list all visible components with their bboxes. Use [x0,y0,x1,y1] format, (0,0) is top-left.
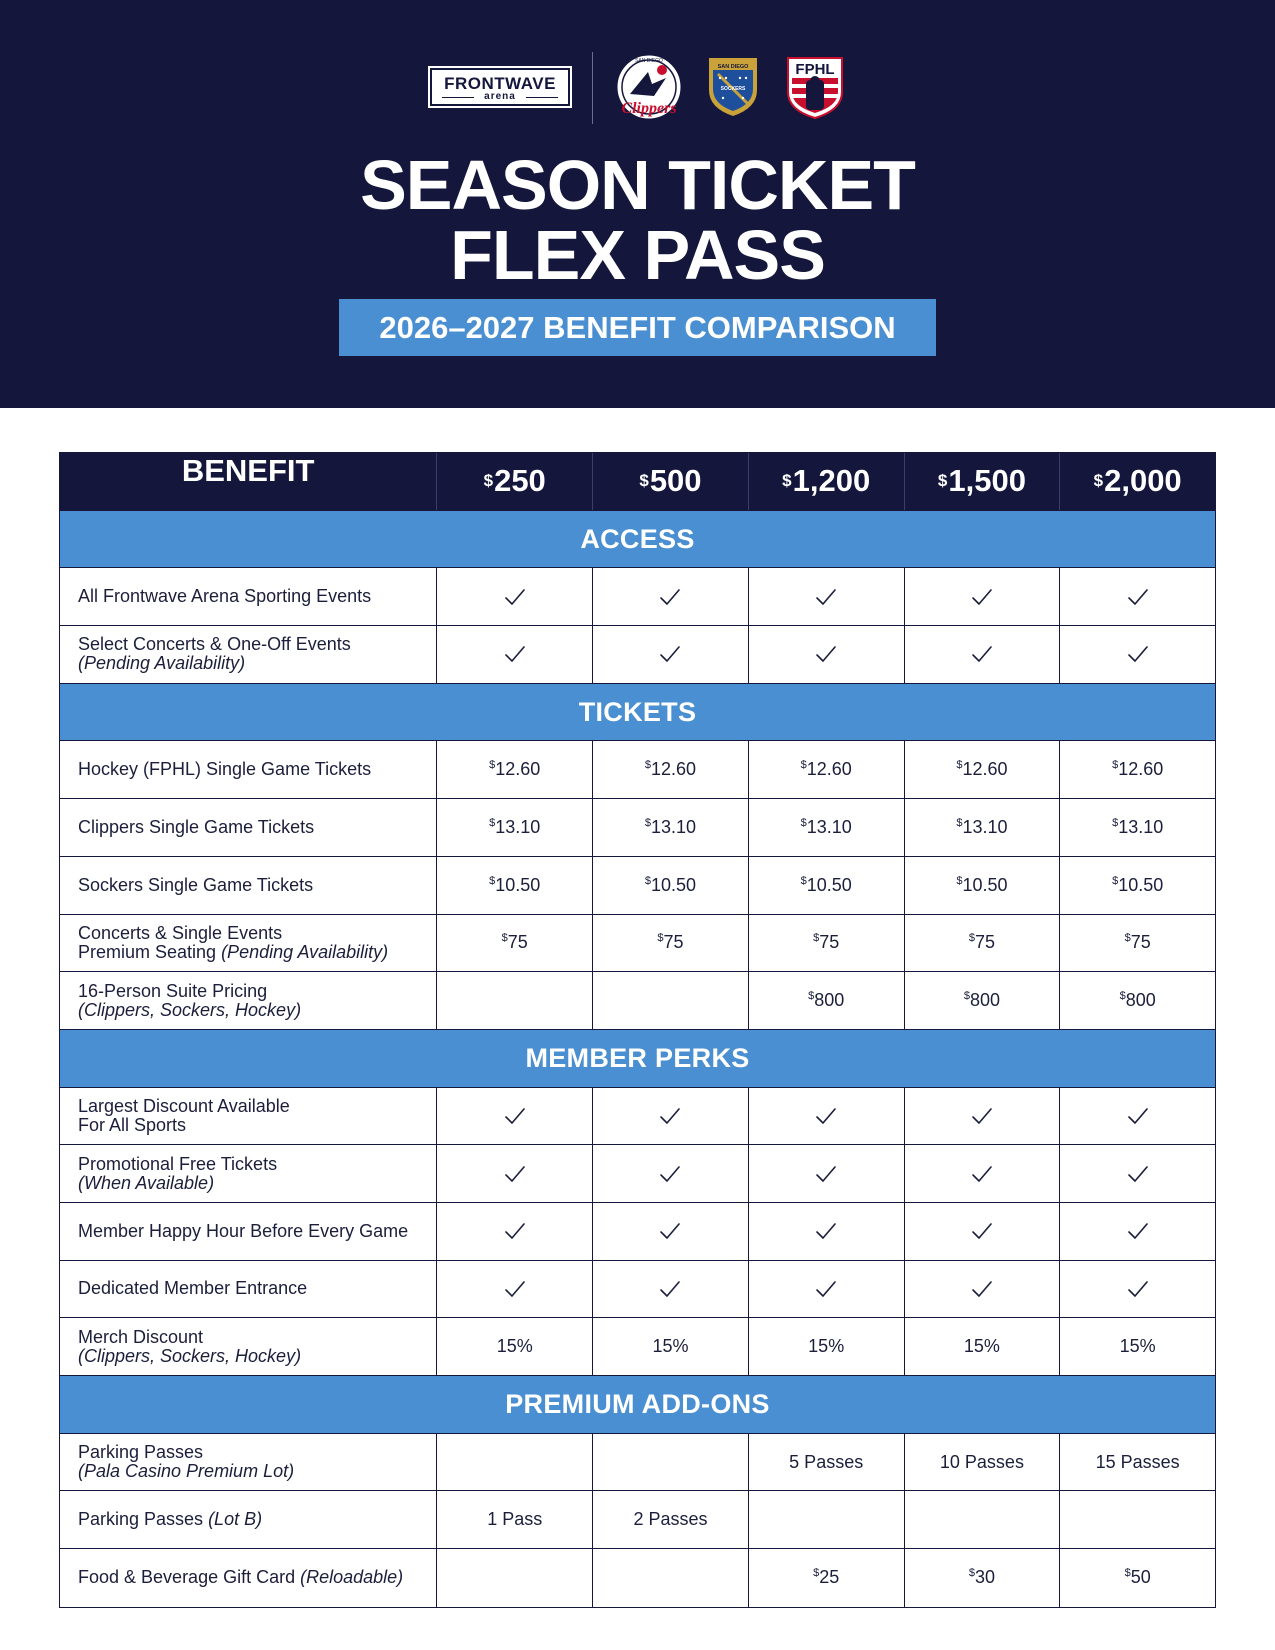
benefit-value-cell: $75 [1124,932,1151,953]
checkmark-icon [815,1280,837,1298]
header-banner [0,0,1275,408]
benefit-value-cell: $25 [749,1549,905,1607]
checkmark-icon [971,645,993,663]
subtitle-banner: 2026–2027 BENEFIT COMPARISON [339,299,936,356]
page-title-line-2: FLEX PASS [450,216,825,294]
table-row [60,568,1215,626]
benefit-value-cell: $13.10 [437,799,593,856]
benefit-included-cell [1060,1261,1215,1318]
benefit-value-cell [749,1491,905,1548]
benefit-included-cell [905,1145,1061,1202]
benefit-value-cell: $10.50 [905,857,1061,914]
section-header-row [60,511,1215,569]
checkmark-icon [504,1107,526,1125]
checkmark-icon [659,1280,681,1298]
benefit-value-cell: $12.60 [1112,759,1164,780]
benefit-included-cell [593,568,749,625]
benefit-value-cell: $30 [905,1549,1061,1607]
benefit-value-cell: $12.60 [905,741,1061,798]
section-title: ACCESS [580,523,695,554]
benefit-value-cell [593,972,749,1029]
benefit-value-cell: $800 [1119,990,1156,1011]
benefit-value-cell: $10.50 [593,857,749,914]
logo-strip [0,48,1275,128]
benefit-included-cell [1060,568,1215,625]
benefit-value-cell: $10.50 [749,857,905,914]
benefit-value-cell: 1 Pass [437,1491,593,1548]
benefit-value-cell [593,1434,749,1491]
svg-text:FPHL: FPHL [795,61,835,78]
checkmark-icon [1127,1222,1149,1240]
benefit-value-cell: 10 Passes [905,1434,1061,1491]
checkmark-icon [815,1222,837,1240]
benefit-label: Food & Beverage Gift Card (Reloadable) [60,1549,437,1607]
benefit-value-cell [437,1434,593,1491]
benefit-included-cell [437,568,593,625]
table-row [60,972,1215,1030]
table-row [60,1318,1215,1376]
benefit-label: Dedicated Member Entrance [60,1261,437,1318]
benefit-value-cell: 15% [437,1318,593,1375]
svg-text:SOCKERS: SOCKERS [720,86,746,92]
benefit-included-cell [749,1088,905,1145]
benefit-value-cell: 15 Passes [1095,1451,1180,1472]
benefit-comparison-table [59,452,1216,1608]
table-row [60,1145,1215,1203]
benefit-included-cell [437,1088,593,1145]
benefit-label: Parking Passes (Lot B) [60,1491,437,1548]
table-row [60,1434,1215,1492]
benefit-included-cell [1060,626,1215,683]
table-header-row [60,453,1215,511]
table-row [60,1549,1215,1607]
column-header-price: $ 1,500 [905,453,1061,510]
section-title: MEMBER PERKS [525,1042,750,1073]
benefit-value-cell: $13.10 [905,799,1061,856]
benefit-value-cell: $12.60 [749,741,905,798]
checkmark-icon [659,1165,681,1183]
checkmark-icon [504,645,526,663]
benefit-value-cell: 15% [905,1318,1061,1375]
benefit-label: All Frontwave Arena Sporting Events [60,568,437,625]
benefit-included-cell [905,1261,1061,1318]
table-row [60,741,1215,799]
benefit-value-cell: $50 [1124,1567,1151,1588]
benefit-label: Parking Passes (Pala Casino Premium Lot) [60,1434,437,1491]
checkmark-icon [1127,1165,1149,1183]
section-header-row [60,684,1215,742]
checkmark-icon [815,645,837,663]
checkmark-icon [971,1280,993,1298]
benefit-value-cell: $13.10 [749,799,905,856]
svg-text:SAN DIEGO: SAN DIEGO [717,64,749,70]
benefit-value-cell [437,1549,593,1607]
table-row [60,1491,1215,1549]
column-header-price: $ 500 [593,453,749,510]
benefit-value-cell: $10.50 [437,857,593,914]
benefit-included-cell [437,1203,593,1260]
section-header-row [60,1376,1215,1434]
benefit-value-cell [1060,1491,1215,1548]
arena-logo-text: arena [484,91,516,102]
benefit-value-cell: 15% [1119,1336,1156,1357]
section-title: PREMIUM ADD-ONS [505,1388,770,1419]
checkmark-icon [659,1107,681,1125]
checkmark-icon [971,1107,993,1125]
benefit-included-cell [749,1261,905,1318]
benefit-value-cell [905,1491,1061,1548]
benefit-value-cell [437,972,593,1029]
benefit-value-cell: 2 Passes [593,1491,749,1548]
benefit-included-cell [593,1088,749,1145]
benefit-included-cell [749,1145,905,1202]
frontwave-arena-logo [430,68,570,106]
table-row [60,857,1215,915]
benefit-value-cell: 15% [593,1318,749,1375]
checkmark-icon [1127,588,1149,606]
benefit-included-cell [593,1145,749,1202]
table-row [60,915,1215,973]
benefit-value-cell: $12.60 [437,741,593,798]
fphl-logo [784,54,846,120]
checkmark-icon [1127,1280,1149,1298]
benefit-label: Largest Discount Available For All Sports [60,1088,437,1145]
benefit-value-cell: $13.10 [1112,816,1164,837]
benefit-label: Merch Discount (Clippers, Sockers, Hockey) [60,1318,437,1375]
column-header-price: $ 2,000 [1093,463,1182,499]
table-row [60,626,1215,684]
table-row [60,1261,1215,1319]
svg-text:SAN DIEGO: SAN DIEGO [635,58,663,64]
benefit-included-cell [593,1203,749,1260]
checkmark-icon [1127,645,1149,663]
benefit-label: Hockey (FPHL) Single Game Tickets [60,741,437,798]
checkmark-icon [659,1222,681,1240]
checkmark-icon [971,1222,993,1240]
table-row [60,799,1215,857]
checkmark-icon [1127,1107,1149,1125]
benefit-value-cell: $75 [437,915,593,972]
checkmark-icon [815,588,837,606]
benefit-label: Member Happy Hour Before Every Game [60,1203,437,1260]
benefit-value-cell: 5 Passes [749,1434,905,1491]
frontwave-logo-text: FRONTWAVE [444,74,556,93]
benefit-label: Select Concerts & One-Off Events (Pending Availability) [60,626,437,683]
benefit-label: Sockers Single Game Tickets [60,857,437,914]
table-row [60,1203,1215,1261]
benefit-value-cell [593,1549,749,1607]
checkmark-icon [659,645,681,663]
benefit-label: Concerts & Single Events Premium Seating (Pending Availability) [60,915,437,972]
benefit-included-cell [905,626,1061,683]
benefit-value-cell: $13.10 [593,799,749,856]
benefit-included-cell [749,1203,905,1260]
benefit-included-cell [437,626,593,683]
sockers-logo [706,54,760,118]
checkmark-icon [504,1280,526,1298]
section-title: TICKETS [578,696,697,727]
checkmark-icon [815,1107,837,1125]
benefit-value-cell: $75 [593,915,749,972]
benefit-included-cell [749,568,905,625]
benefit-included-cell [437,1261,593,1318]
benefit-label: 16-Person Suite Pricing (Clippers, Sockers, Hockey) [60,972,437,1029]
table-row [60,1088,1215,1146]
benefit-included-cell [593,1261,749,1318]
logo-divider [592,52,593,124]
benefit-value-cell: 15% [749,1318,905,1375]
benefit-included-cell [905,1088,1061,1145]
benefit-included-cell [437,1145,593,1202]
benefit-included-cell [1060,1145,1215,1202]
benefit-value-cell: $800 [749,972,905,1029]
page-title-line-1: SEASON TICKET [360,146,915,224]
checkmark-icon [504,1222,526,1240]
checkmark-icon [504,588,526,606]
benefit-label: Clippers Single Game Tickets [60,799,437,856]
benefit-included-cell [905,1203,1061,1260]
benefit-value-cell: $10.50 [1112,874,1164,895]
column-header-price: $ 1,200 [749,453,905,510]
benefit-included-cell [1060,1203,1215,1260]
column-header-price: $ 250 [437,453,593,510]
checkmark-icon [815,1165,837,1183]
section-header-row [60,1030,1215,1088]
checkmark-icon [971,1165,993,1183]
benefit-included-cell [905,568,1061,625]
clippers-logo [612,50,686,124]
benefit-label: Promotional Free Tickets (When Available) [60,1145,437,1202]
column-header-benefit: BENEFIT [60,453,437,510]
checkmark-icon [504,1165,526,1183]
benefit-included-cell [1060,1088,1215,1145]
benefit-value-cell: $12.60 [593,741,749,798]
checkmark-icon [971,588,993,606]
svg-text:Clippers: Clippers [621,100,677,117]
benefit-value-cell: $800 [905,972,1061,1029]
benefit-value-cell: $75 [749,915,905,972]
benefit-included-cell [749,626,905,683]
benefit-included-cell [593,626,749,683]
checkmark-icon [659,588,681,606]
benefit-value-cell: $75 [905,915,1061,972]
